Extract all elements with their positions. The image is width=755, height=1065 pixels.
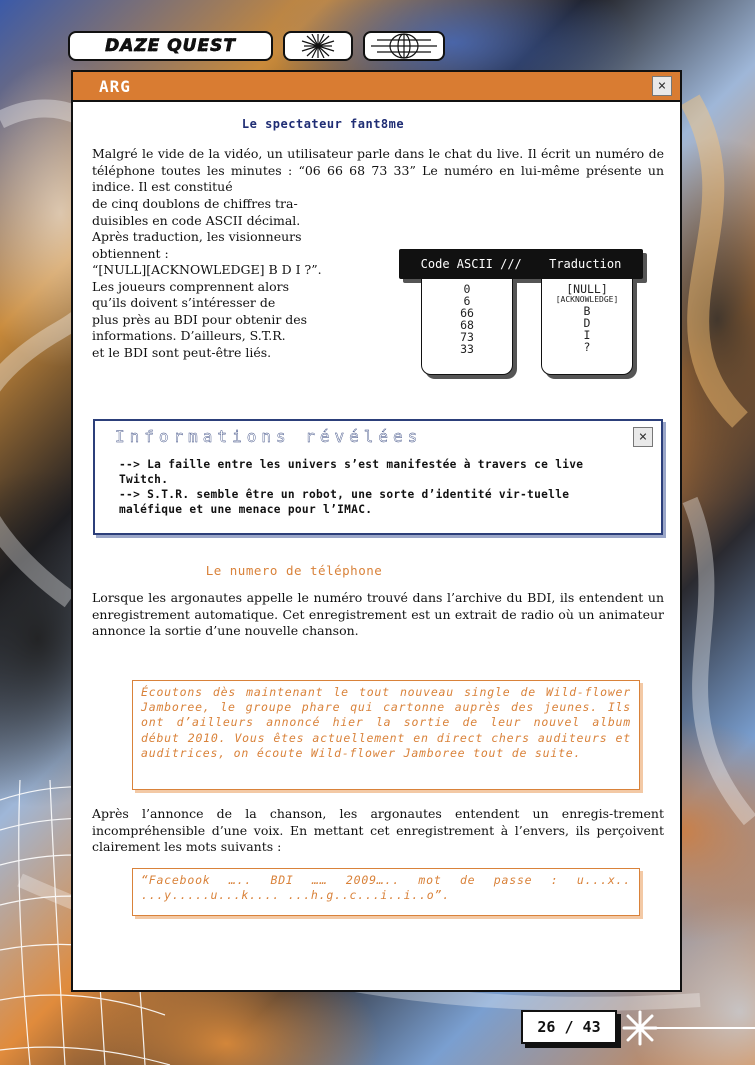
paragraph-ascii-line: de cinq doublons de chiffres tra- (92, 196, 298, 211)
ascii-translation: B (583, 304, 591, 318)
ascii-code-column (421, 279, 513, 375)
paragraph-ascii-line: Après traduction, les visionneurs (92, 229, 302, 244)
info-box-close-button[interactable]: × (633, 427, 653, 447)
paragraph-reversed-recording: Après l’annonce de la chanson, les argonautes entendent un enregis-trement incompréhensible d’une voix. En mettant cet enregistrement à l’envers, ils perçoivent clairement les mots suivants : (92, 806, 664, 854)
starburst-icon (298, 34, 338, 58)
brand-logo-text: DAZE QUEST (105, 36, 236, 56)
ascii-header-translation: Traduction (549, 257, 622, 271)
ascii-code: 66 (460, 306, 474, 320)
info-box-title: Informations révélées (115, 427, 423, 446)
paragraph-ascii-line: obtiennent : (92, 245, 169, 261)
ascii-code: 6 (463, 294, 471, 308)
paragraph-intro: Malgré le vide de la vidéo, un utilisateur parle dans le chat du live. Il écrit un numéro de téléphone toutes les minutes : “06 66 68 73 33” Le numéro en lui-même présente un indice. Il est constitué (92, 146, 664, 194)
ascii-translation: ? (583, 340, 591, 354)
ascii-code: 0 (463, 282, 471, 296)
reversed-voice-quote: “Facebook ….. BDI …… 2009….. mot de passe : u...x.. ...y.....u...k.... ...h.g..c...i..i..o”. (132, 868, 640, 916)
paragraph-ascii-line: et le BDI sont peut-être liés. (92, 344, 272, 360)
info-box-list (119, 457, 639, 517)
ascii-table-header (399, 249, 643, 279)
paragraph-ascii-line: Les joueurs comprennent alors (92, 278, 290, 294)
paragraph-ascii (92, 196, 372, 361)
brand-logo[interactable] (68, 31, 273, 61)
window-titlebar (73, 72, 680, 102)
ascii-header-code: Code ASCII /// (420, 257, 522, 271)
arg-window (71, 70, 682, 992)
paragraph-ascii-line: duisibles en code ASCII décimal. (92, 212, 301, 228)
radio-quote: Écoutons dès maintenant le tout nouveau single de Wild-flower Jamboree, le groupe phare qui cartonne auprès des jeunes. Ils ont d’ailleurs annoncé hier la sortie de leur nouvel album début 2010. Vous êtes actuellement en direct chers auditeurs et auditrices, on écoute Wild-flower Jamboree tout de suite. (132, 680, 640, 790)
paragraph-ascii-line: qu’ils doivent s’intéresser de (92, 295, 276, 310)
window-content (73, 104, 680, 990)
info-box-revealed (93, 419, 663, 535)
top-bar (68, 31, 445, 61)
ascii-translation: [NULL] (566, 282, 608, 296)
ascii-code: 33 (460, 342, 474, 356)
ascii-translation: D (583, 316, 591, 330)
page-number: 26 / 43 (521, 1010, 617, 1044)
window-title: ARG (99, 76, 131, 96)
starburst-button[interactable] (283, 31, 353, 61)
window-close-button[interactable]: × (652, 76, 672, 96)
info-item: --> S.T.R. semble être un robot, une sorte d’identité vir-tuelle maléfique et une menace pour l’IMAC. (119, 488, 570, 516)
ascii-translation: I (583, 328, 591, 342)
ascii-code: 73 (460, 330, 474, 344)
ascii-translation-column (541, 279, 633, 375)
info-item: --> La faille entre les univers s’est manifestée à travers ce live Twitch. (119, 458, 584, 486)
section-heading-telephone: Le numero de téléphone (205, 563, 383, 578)
globe-icon (369, 33, 439, 59)
globe-button[interactable] (363, 31, 445, 61)
paragraph-telephone: Lorsque les argonautes appelle le numéro trouvé dans l’archive du BDI, ils entendent un enregistrement automatique. Cet enregistrement est un extrait de radio où un animateur annonce la sortie d’une nouvelle chanson. (92, 590, 664, 638)
ascii-code: 68 (460, 318, 474, 332)
paragraph-ascii-line: “[NULL][ACKNOWLEDGE] B D I ?”. (92, 262, 322, 277)
section-heading-spectateur: Le spectateur fant8me (241, 117, 405, 131)
paragraph-ascii-line: plus près au BDI pour obtenir des (92, 311, 308, 327)
ascii-translation: [ACKNOWLEDGE] (555, 295, 619, 304)
paragraph-ascii-line: informations. D’ailleurs, S.T.R. (92, 328, 286, 343)
asterisk-icon (620, 1010, 755, 1046)
